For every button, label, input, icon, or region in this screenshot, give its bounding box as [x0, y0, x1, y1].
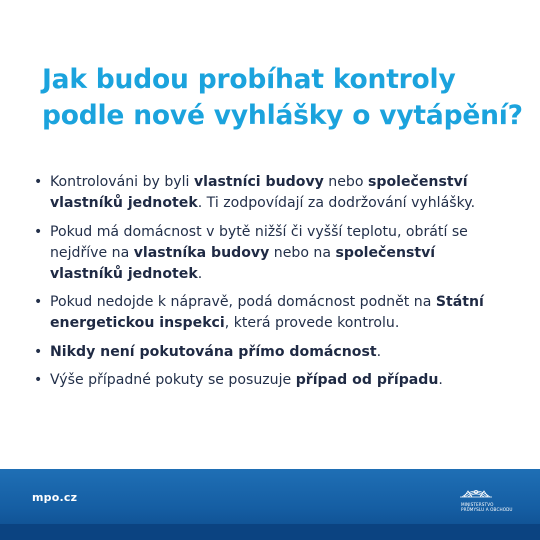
bullet-text: Kontrolováni by byli: [50, 174, 194, 190]
bullet-emphasis: vlastníci budovy: [193, 174, 324, 190]
logo-text-line-1: MINISTERSTVO: [461, 502, 494, 507]
logo-text-line-2: PRŮMYSLU A OBCHODU: [461, 507, 513, 512]
bullet-item: [34, 172, 504, 214]
title-line-1: Jak budou probíhat kontroly: [42, 64, 456, 95]
bullet-dot: •: [34, 343, 43, 360]
footer-stripe: [0, 524, 540, 540]
bullet-text: , která provede kontrolu.: [224, 315, 400, 331]
bullet-list: [34, 172, 504, 399]
bullet-text: .: [376, 343, 382, 360]
bullet-emphasis: případ od případu: [295, 372, 439, 388]
bullet-dot: •: [34, 372, 43, 388]
bullet-text: .: [197, 265, 203, 282]
bullet-text: Výše případné pokuty se posuzuje: [50, 372, 296, 388]
bullet-text: .: [438, 372, 443, 388]
bullet-emphasis: vlastníka budovy: [133, 244, 270, 261]
bullet-item: [34, 370, 504, 391]
bullet-emphasis: Nikdy není pokutována přímo domácnost: [50, 343, 377, 360]
bullet-emphasis: Státní energetickou inspekci: [50, 294, 484, 331]
bullet-dot: •: [34, 294, 43, 310]
bullet-text: Pokud nedojde k nápravě, podá domácnost podnět na: [50, 294, 436, 310]
bullet-text: Pokud má domácnost v bytě nižší či vyšší teplotu, obrátí se nejdříve na: [50, 223, 468, 261]
bullet-item: [34, 342, 504, 363]
page-title: [42, 62, 523, 134]
bullet-text: . Ti zodpovídají za dodržování vyhlášky.: [197, 195, 476, 211]
bullet-emphasis: společenství vlastníků jednotek: [50, 244, 436, 282]
footer-bar: [0, 469, 540, 540]
bullet-item: [34, 292, 504, 334]
bullet-text: nebo na: [269, 244, 336, 261]
bullet-item: [34, 222, 504, 285]
bullet-dot: •: [34, 223, 43, 240]
title-line-2: podle nové vyhlášky o vytápění?: [42, 100, 523, 131]
bullet-dot: •: [34, 174, 43, 190]
logo-text: [461, 502, 521, 512]
website-label[interactable]: mpo.cz: [32, 491, 78, 504]
bullet-text: nebo: [323, 174, 368, 190]
bullet-emphasis: společenství vlastníků jednotek: [50, 174, 468, 211]
